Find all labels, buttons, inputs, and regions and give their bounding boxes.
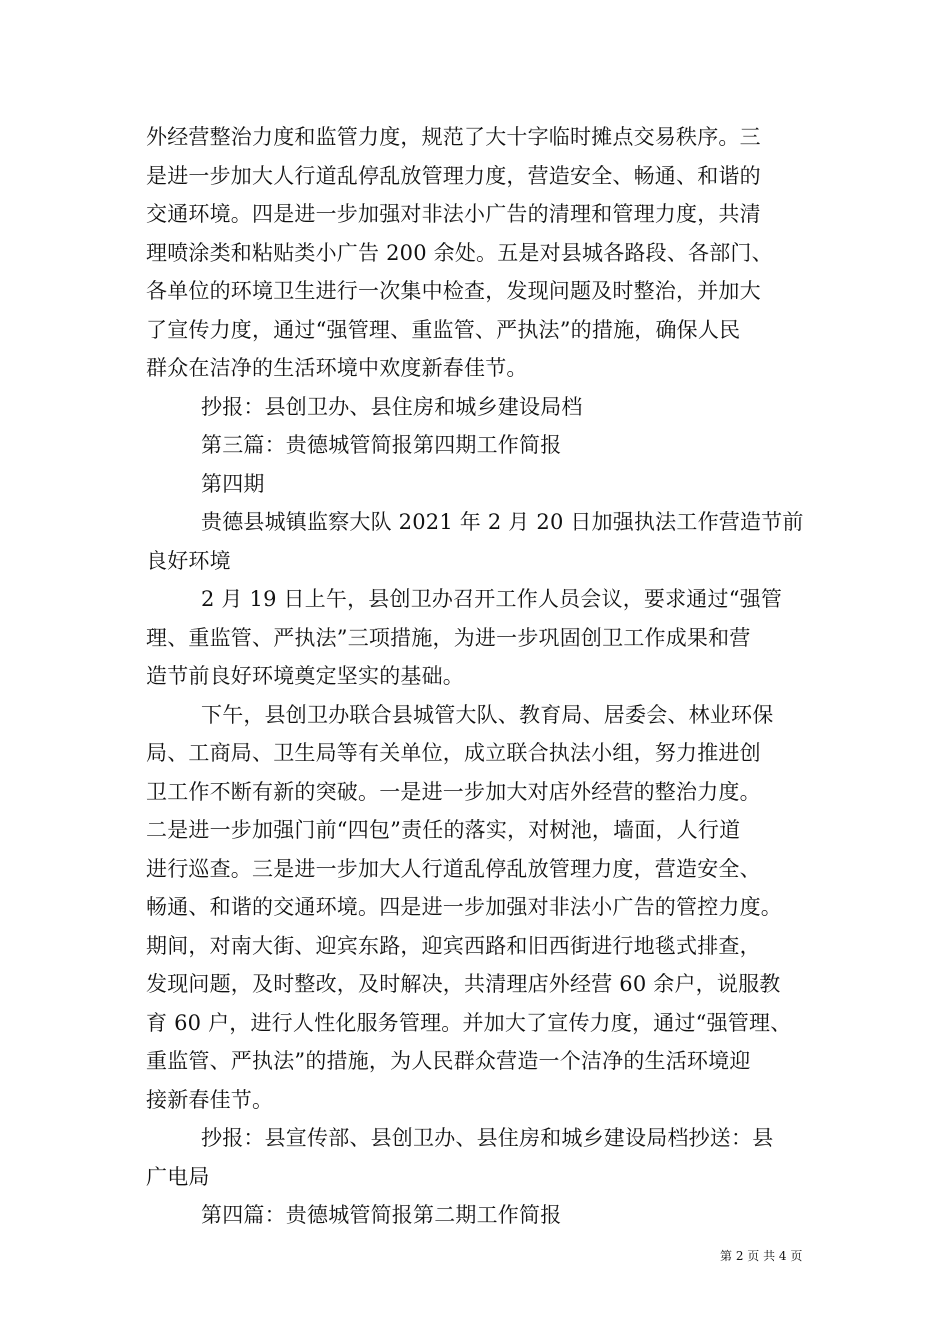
cc-line-continued: 广电局 bbox=[146, 1164, 210, 1189]
text-line: 交通环境。四是进一步加强对非法小广告的清理和管理力度，共清 bbox=[146, 202, 761, 226]
issue-number: 第四期 bbox=[201, 471, 265, 496]
text-line: 期间，对南大街、迎宾东路，迎宾西路和旧西街进行地毯式排查， bbox=[146, 933, 761, 958]
cc-line: 抄报：县创卫办、县住房和城乡建设局档 bbox=[201, 394, 583, 419]
text-line: 了宣传力度，通过“强管理、重监管、严执法”的措施，确保人民 bbox=[146, 317, 741, 342]
page-number: 第 2 页 共 4 页 bbox=[720, 1249, 803, 1263]
article-title: 贵德县城镇监察大队 2021 年 2 月 20 日加强执法工作营造节前 bbox=[201, 510, 804, 534]
text-line: 理、重监管、严执法”三项措施，为进一步巩固创卫工作成果和营 bbox=[146, 625, 751, 650]
section-heading: 第四篇：贵德城管简报第二期工作简报 bbox=[201, 1203, 562, 1227]
text-line: 发现问题，及时整改，及时解决，共清理店外经营 60 余户，说服教 bbox=[146, 972, 781, 996]
document-body bbox=[146, 118, 810, 1235]
text-line: 理喷涂类和粘贴类小广告 200 余处。五是对县城各路段、各部门、 bbox=[146, 240, 773, 265]
text-line: 2 月 19 日上午，县创卫办召开工作人员会议，要求通过“强管 bbox=[201, 587, 783, 611]
text-line: 育 60 户，进行人性化服务管理。并加大了宣传力度，通过“强管理、 bbox=[146, 1010, 792, 1035]
text-line: 局、工商局、卫生局等有关单位，成立联合执法小组，努力推进创 bbox=[146, 741, 761, 765]
text-line: 是进一步加大人行道乱停乱放管理力度，营造安全、畅通、和谐的 bbox=[146, 163, 761, 188]
text-line: 接新春佳节。 bbox=[146, 1087, 274, 1112]
text-line: 造节前良好环境奠定坚实的基础。 bbox=[146, 664, 464, 688]
text-line: 重监管、严执法”的措施，为人民群众营造一个洁净的生活环境迎 bbox=[146, 1049, 751, 1073]
text-line: 下午，县创卫办联合县城管大队、教育局、居委会、林业环保 bbox=[201, 702, 774, 727]
text-line: 畅通、和谐的交通环境。四是进一步加强对非法小广告的管控力度。 bbox=[146, 895, 782, 919]
text-line: 群众在洁净的生活环境中欢度新春佳节。 bbox=[146, 356, 528, 380]
text-line: 各单位的环境卫生进行一次集中检查，发现问题及时整治，并加大 bbox=[146, 279, 761, 303]
article-title-continued: 良好环境 bbox=[146, 548, 231, 573]
section-heading: 第三篇：贵德城管简报第四期工作简报 bbox=[201, 433, 562, 457]
text-line: 卫工作不断有新的突破。一是进一步加大对店外经营的整治力度。 bbox=[146, 779, 761, 804]
text-line: 进行巡查。三是进一步加大人行道乱停乱放管理力度，营造安全、 bbox=[146, 856, 761, 881]
text-line: 二是进一步加强门前“四包”责任的落实，对树池，墙面，人行道 bbox=[146, 818, 741, 842]
cc-line: 抄报：县宣传部、县创卫办、县住房和城乡建设局档抄送：县 bbox=[201, 1126, 774, 1150]
text-line: 外经营整治力度和监管力度，规范了大十字临时摊点交易秩序。三 bbox=[146, 125, 761, 149]
